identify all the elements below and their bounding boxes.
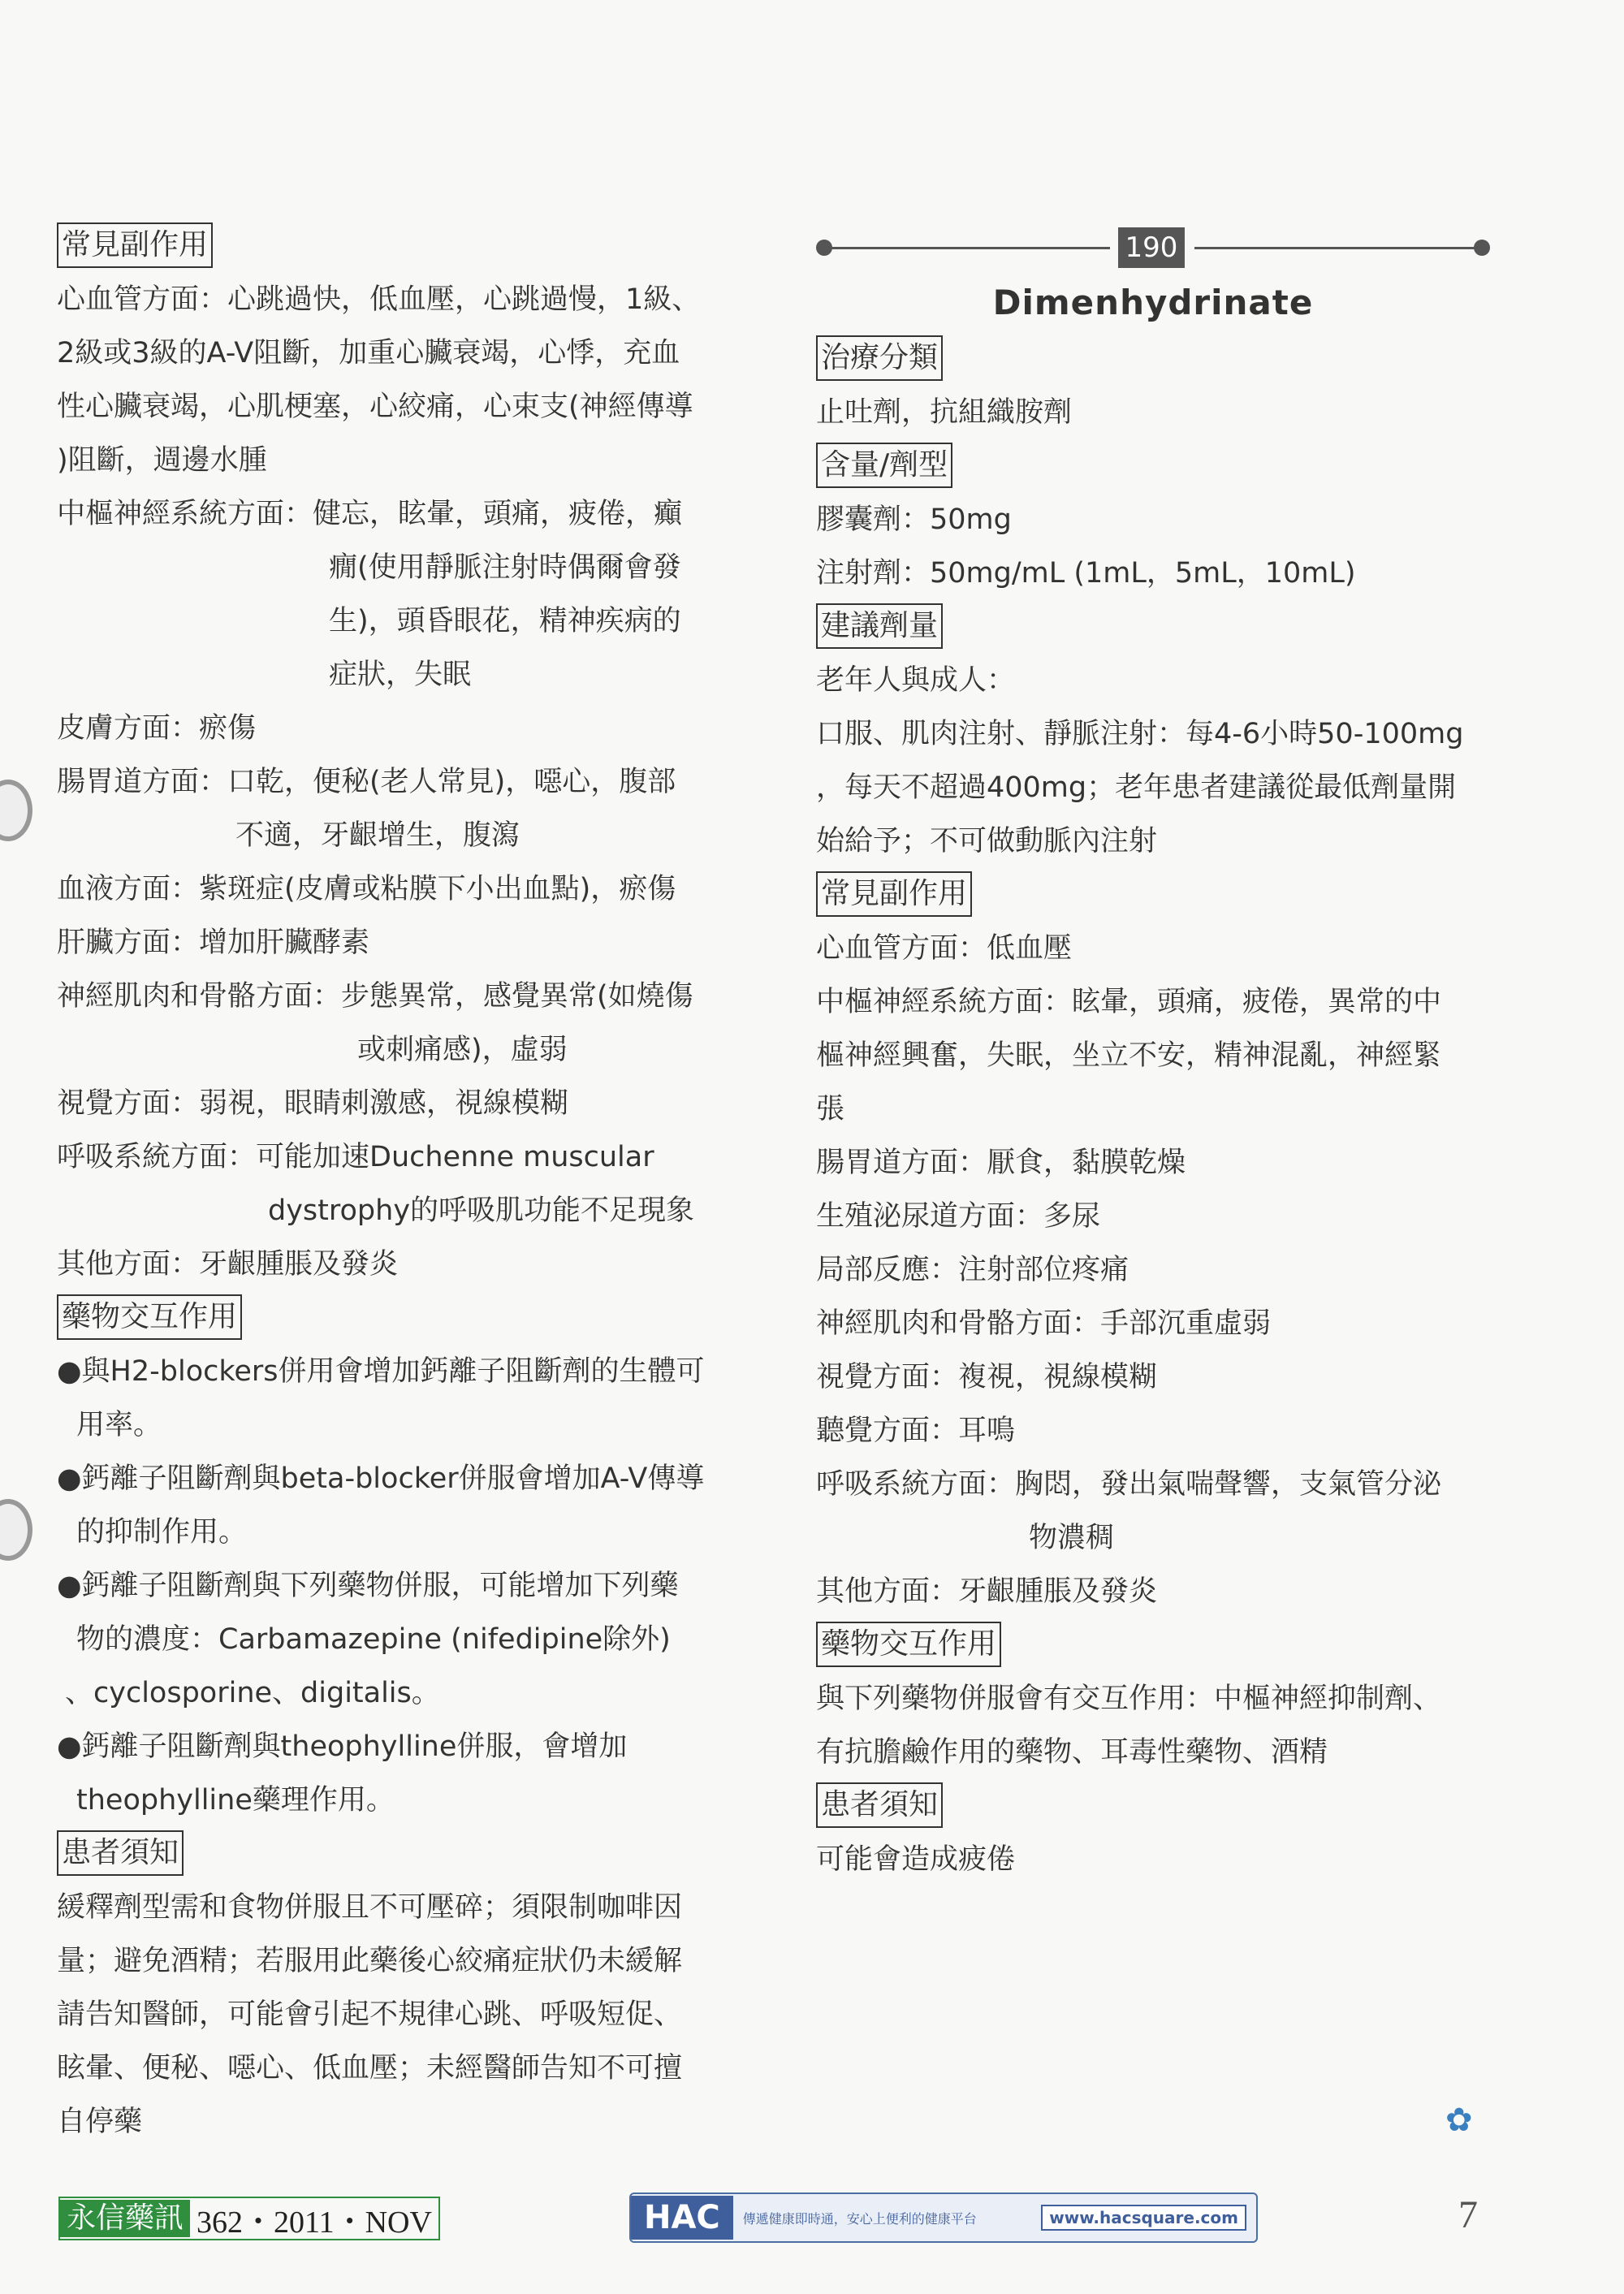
text-line: 中樞神經系統方面：健忘，眩暈，頭痛，疲倦，癲 [57, 498, 683, 530]
banner-tagline: 傳遞健康即時通，安心上便利的健康平台 [742, 2210, 977, 2227]
text-line: 物濃稠 [1029, 1522, 1115, 1554]
text-line: dystrophy的呼吸肌功能不足現象 [268, 1195, 695, 1227]
text-line: 肝臟方面：增加肝臟酵素 [57, 927, 370, 959]
text-line: 樞神經興奮，失眠，坐立不安，精神混亂，神經緊 [816, 1039, 1442, 1072]
right-section-side-effects [816, 868, 1514, 1618]
text-line: 視覺方面：複視，視線模糊 [816, 1361, 1158, 1393]
bullet-line: ●鈣離子阻斷劑與下列藥物併服，可能增加下列藥 [57, 1570, 679, 1602]
text-line: 2級或3級的A-V阻斷，加重心臟衰竭，心悸，充血 [57, 337, 680, 369]
section-heading: 患者須知 [816, 1782, 943, 1828]
text-line: 不適，牙齦增生，腹瀉 [235, 819, 520, 852]
text-line: 症狀，失眠 [329, 659, 472, 691]
section-heading: 建議劑量 [816, 603, 943, 649]
text-line: 聽覺方面：耳鳴 [816, 1415, 1016, 1447]
text-line: 有抗膽鹼作用的藥物、耳毒性藥物、酒精 [816, 1736, 1328, 1769]
bullet-line: ●與H2-blockers併用會增加鈣離子阻斷劑的生體可 [57, 1355, 705, 1388]
right-section-dosage-form [816, 439, 1514, 600]
text-line: 血液方面：紫斑症(皮膚或粘膜下小出血點)，瘀傷 [57, 873, 676, 905]
banner-url-link[interactable]: www.hacsquare.com [1041, 2205, 1246, 2231]
section-heading: 常見副作用 [57, 222, 213, 268]
text-line: 口服、肌肉注射、靜脈注射：每4-6小時50-100mg [816, 718, 1464, 750]
hac-banner[interactable] [629, 2192, 1258, 2243]
issue-label: 362・2011・NOV [197, 2205, 432, 2240]
left-section-side-effects [57, 219, 739, 1291]
bullet-line: ●鈣離子阻斷劑與beta-blocker併服會增加A-V傳導 [57, 1462, 705, 1495]
rule-dot-right [1474, 240, 1490, 256]
rule-line-left [824, 247, 1110, 249]
drug-number-badge: 190 [1118, 227, 1185, 268]
text-line: 生)，頭昏眼花，精神疾病的 [329, 605, 681, 637]
text-line: ，每天不超過400mg；老年患者建議從最低劑量開 [816, 771, 1457, 804]
text-line: 、cyclosporine、digitalis。 [65, 1677, 440, 1709]
text-line: 癇(使用靜脈注射時偶爾會發 [329, 551, 681, 584]
text-line: 呼吸系統方面：可能加速Duchenne muscular [57, 1141, 654, 1173]
text-line: 自停藥 [57, 2106, 143, 2138]
drug-name: Dimenhydrinate [992, 283, 1314, 322]
text-line: 其他方面：牙齦腫脹及發炎 [816, 1575, 1158, 1608]
text-line: 量；避免酒精；若服用此藥後心絞痛症狀仍未緩解 [57, 1945, 683, 1977]
footer-publication [58, 2197, 440, 2240]
text-line: 局部反應：注射部位疼痛 [816, 1254, 1129, 1286]
text-line: 注射劑：50mg/mL (1mL，5mL，10mL) [816, 557, 1356, 590]
text-line: 或刺痛感)，虛弱 [357, 1034, 568, 1066]
right-section-patient-notes [816, 1779, 1514, 1886]
text-line: 皮膚方面：瘀傷 [57, 712, 257, 745]
text-line: 心血管方面：低血壓 [816, 932, 1073, 965]
publication-brand: 永信藥訊 [60, 2200, 190, 2237]
right-section-interactions [816, 1618, 1514, 1779]
text-line: 呼吸系統方面：胸悶，發出氣喘聲響，支氣管分泌 [816, 1468, 1442, 1501]
section-heading: 含量/劑型 [816, 443, 952, 488]
text-line: 腸胃道方面：厭食，黏膜乾燥 [816, 1147, 1186, 1179]
rule-line-right [1194, 247, 1482, 249]
text-line: 膠囊劑：50mg [816, 503, 1012, 536]
text-line: 其他方面：牙齦腫脹及發炎 [57, 1248, 399, 1281]
binder-ring-top [0, 780, 32, 841]
text-line: 性心臟衰竭，心肌梗塞，心絞痛，心束支(神經傳導 [57, 391, 693, 423]
section-heading: 治療分類 [816, 335, 943, 381]
left-section-patient-notes [57, 1827, 739, 2149]
section-heading: 常見副作用 [816, 871, 972, 917]
text-line: )阻斷，週邊水腫 [57, 444, 267, 477]
text-line: 老年人與成人： [816, 664, 1016, 697]
drug-number-header [816, 219, 1514, 276]
text-line: 中樞神經系統方面：眩暈，頭痛，疲倦，異常的中 [816, 986, 1442, 1018]
text-line: 的抑制作用。 [76, 1516, 248, 1549]
text-line: 生殖泌尿道方面：多尿 [816, 1200, 1101, 1233]
text-line: 心血管方面：心跳過快，低血壓，心跳過慢，1級、 [57, 283, 701, 316]
right-column [816, 219, 1514, 1886]
section-heading: 患者須知 [57, 1830, 184, 1876]
bullet-line: ●鈣離子阻斷劑與theophylline併服，會增加 [57, 1730, 628, 1763]
text-line: 神經肌肉和骨骼方面：手部沉重虛弱 [816, 1307, 1272, 1340]
text-line: 腸胃道方面：口乾，便秘(老人常見)，噁心，腹部 [57, 766, 676, 798]
text-line: 始給予；不可做動脈內注射 [816, 825, 1158, 858]
page-number: 7 [1458, 2193, 1478, 2236]
text-line: 與下列藥物併服會有交互作用：中樞神經抑制劑、 [816, 1683, 1442, 1715]
text-line: 視覺方面：弱視，眼睛刺激感，視線模糊 [57, 1087, 569, 1120]
hac-logo: HAC [631, 2196, 733, 2240]
text-line: 張 [816, 1093, 845, 1125]
text-line: 眩暈、便秘、噁心、低血壓；未經醫師告知不可擅 [57, 2052, 683, 2084]
left-column [57, 219, 739, 2149]
mascot-icon: ✿ [1445, 2102, 1473, 2139]
text-line: 可能會造成疲倦 [816, 1843, 1016, 1876]
text-line: 緩釋劑型需和食物併服且不可壓碎；須限制咖啡因 [57, 1891, 683, 1924]
right-section-recommended-dose [816, 600, 1514, 868]
right-section-classification [816, 332, 1514, 439]
section-heading: 藥物交互作用 [816, 1622, 1001, 1667]
text-line: theophylline藥理作用。 [76, 1784, 395, 1817]
left-section-interactions [57, 1291, 739, 1827]
text-line: 用率。 [76, 1409, 162, 1441]
text-line: 神經肌肉和骨骼方面：步態異常，感覺異常(如燒傷 [57, 980, 693, 1013]
section-heading: 藥物交互作用 [57, 1294, 242, 1340]
text-line: 請告知醫師，可能會引起不規律心跳、呼吸短促、 [57, 1998, 683, 2031]
text-line: 物的濃度：Carbamazepine (nifedipine除外) [76, 1623, 671, 1656]
binder-ring-bottom [0, 1499, 32, 1561]
text-line: 止吐劑，抗組織胺劑 [816, 396, 1073, 429]
